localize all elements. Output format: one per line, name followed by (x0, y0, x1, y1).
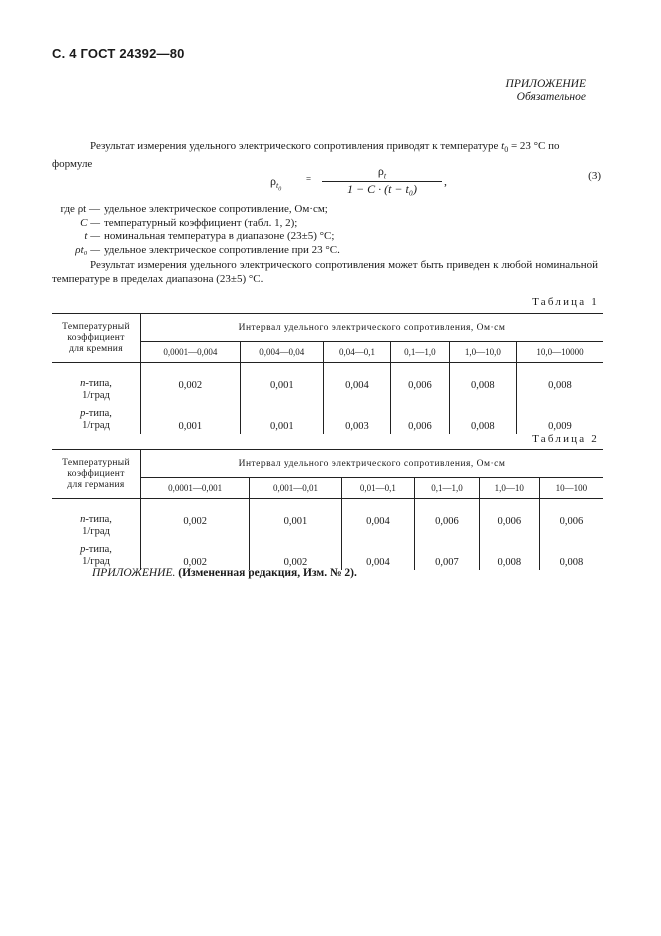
intro-text: Результат измерения удельного электрического сопротивления приводят к температуре (90, 140, 499, 152)
table1-column-header: 0,004—0,04 (240, 342, 323, 363)
row-label-type: p (80, 544, 86, 555)
definition-item (52, 230, 340, 244)
table-cell: 0,002 (250, 544, 341, 570)
row-label-unit: 1/град (82, 389, 110, 401)
definition-text: удельное электрическое сопротивление, Ом·см; (104, 203, 328, 215)
formula-denominator: 1 − C · (t − t₀) (346, 182, 418, 197)
table1-column-header: 0,04—0,1 (323, 342, 390, 363)
table-cell: 0,002 (141, 544, 250, 570)
table-cell: 0,002 (141, 499, 250, 545)
table-cell: 0,004 (341, 544, 414, 570)
definition-symbol: ρt₀ — (75, 243, 100, 256)
table1-column-header: 10,0—10000 (516, 342, 603, 363)
definition-item (52, 203, 340, 217)
formula-lhs: ρ (270, 174, 276, 188)
table1 (52, 313, 603, 434)
appendix-subtitle: Обязательное (516, 91, 586, 103)
definition-item (52, 244, 340, 258)
row-label-type: n (80, 513, 86, 525)
definition-text: номинальная температура в диапазоне (23±5) °C; (104, 230, 335, 242)
table2-left-header-line: Температурный (62, 457, 130, 468)
table-cell: 0,004 (341, 499, 414, 545)
table2-column-header: 1,0—10 (479, 478, 539, 499)
table1-column-header: 1,0—10,0 (449, 342, 516, 363)
table2-row-label (52, 499, 141, 545)
table-cell: 0,006 (390, 363, 449, 409)
row-label-type: n (80, 377, 86, 389)
table-cell: 0,004 (323, 363, 390, 409)
table2-column-header: 10—100 (539, 478, 603, 499)
table-cell: 0,001 (240, 408, 323, 434)
table1-top-header: Интервал удельного электрического сопротивления, Ом·см (141, 314, 604, 342)
page-header: С. 4 ГОСТ 24392—80 (52, 46, 185, 61)
table-row (52, 499, 603, 545)
table1-left-header-line: Температурный (62, 321, 130, 332)
table1-left-header (52, 314, 141, 363)
formula-number: (3) (588, 170, 601, 182)
table-cell: 0,006 (415, 499, 480, 545)
table1-column-header: 0,0001—0,004 (141, 342, 241, 363)
row-label-type: p (80, 408, 86, 419)
table-cell: 0,001 (250, 499, 341, 545)
row-label-unit: 1/град (82, 556, 110, 567)
row-label-unit: 1/град (82, 420, 110, 431)
intro-temp: = 23 °C по (510, 140, 560, 152)
row-label-unit: 1/град (82, 525, 110, 537)
table2-left-header (52, 450, 141, 499)
table2-column-header: 0,001—0,01 (250, 478, 341, 499)
table-cell: 0,006 (559, 516, 584, 527)
table2-top-header: Интервал удельного электрического сопротивления, Ом·см (141, 450, 604, 478)
table-cell: 0,003 (323, 408, 390, 434)
table-cell: 0,007 (415, 544, 480, 570)
result-paragraph: Результат измерения удельного электрического сопротивления может быть приведен к любой номинальной температуре в пределах диапазона (23±5) °C. (52, 259, 598, 285)
table1-row-label (52, 363, 141, 409)
row-label-rest: -типа, (85, 544, 112, 555)
definition-symbol: C — (80, 216, 100, 229)
table2-column-header: 0,0001—0,001 (141, 478, 250, 499)
table-cell: 0,006 (479, 499, 539, 545)
table-cell: 0,008 (548, 380, 572, 391)
table2 (52, 449, 603, 570)
definitions-list (52, 203, 340, 257)
intro-paragraph: Результат измерения удельного электрического сопротивления приводят к температуре $t_0 = 23$ °C по формуле (52, 139, 598, 171)
table1-left-header-line: коэффициент (67, 332, 125, 343)
table-cell: 0,006 (390, 408, 449, 434)
row-label-rest: -типа, (85, 377, 112, 389)
table1-column-header: 0,1—1,0 (390, 342, 449, 363)
formula-numerator: ρ (377, 164, 384, 178)
appendix-title: ПРИЛОЖЕНИЕ (505, 78, 586, 90)
table-cell: 0,001 (141, 408, 241, 434)
table-row (52, 408, 603, 434)
table1-left-header-line: для кремния (69, 343, 123, 354)
appendix-heading (506, 78, 586, 104)
table2-left-header-line: коэффициент (67, 468, 125, 479)
definition-symbol: t — (84, 230, 100, 242)
table1-row-label (52, 408, 141, 434)
row-label-rest: -типа, (85, 513, 112, 525)
table-cell: 0,008 (559, 557, 584, 568)
footer-note (92, 567, 357, 579)
table-row (52, 363, 603, 409)
formula-equals: = (306, 174, 312, 184)
footer-italic: ПРИЛОЖЕНИЕ. (92, 567, 176, 579)
table-cell: 0,008 (449, 363, 516, 409)
footer-bold: (Измененная редакция, Изм. № 2). (178, 567, 357, 579)
formula-3: $\rho_{t_0}$ = $\rho_t$ 1 − C · (t − t₀) , (270, 164, 447, 197)
definition-symbol: где ρt — (60, 203, 100, 215)
table2-column-header: 0,01—0,1 (341, 478, 414, 499)
definition-text: удельное электрическое сопротивление при 23 °C. (104, 243, 340, 256)
table-cell: 0,001 (240, 363, 323, 409)
definition-text: температурный коэффициент (табл. 1, 2); (104, 216, 298, 229)
table-cell: 0,008 (449, 408, 516, 434)
table2-left-header-line: для германия (67, 479, 125, 490)
table1-caption: Таблица 1 (532, 296, 599, 308)
definition-item (52, 217, 340, 231)
table-cell: 0,009 (548, 421, 572, 432)
table2-caption: Таблица 2 (532, 433, 599, 445)
table-cell: 0,008 (479, 544, 539, 570)
intro-text-2: формуле (52, 158, 93, 171)
table2-column-header: 0,1—1,0 (415, 478, 480, 499)
row-label-rest: -типа, (85, 408, 112, 419)
table-cell: 0,002 (141, 363, 241, 409)
